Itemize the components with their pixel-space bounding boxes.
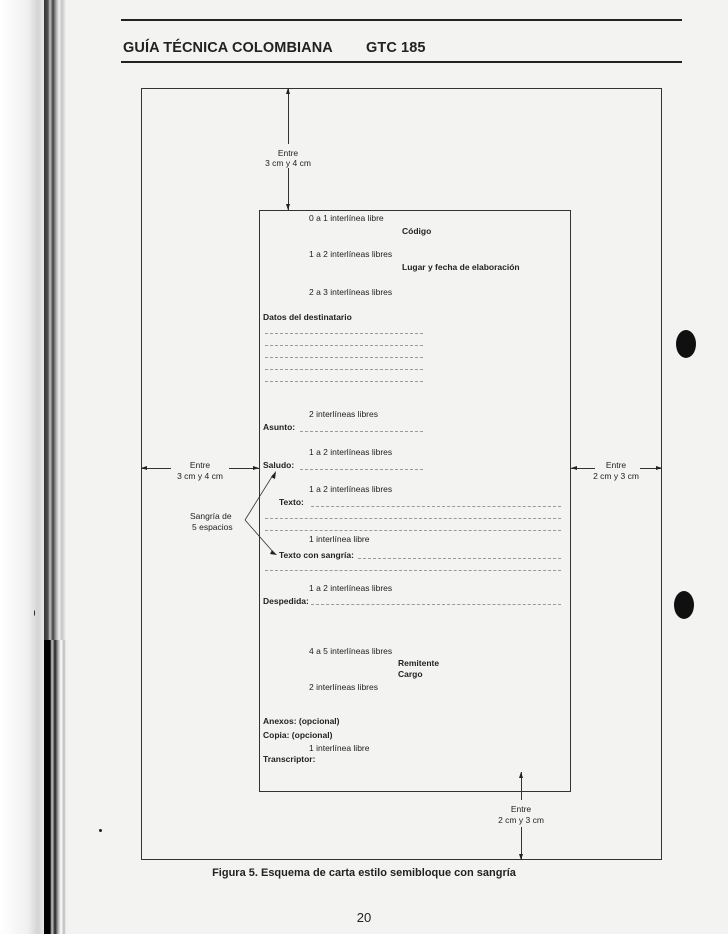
dashed-line <box>311 604 561 605</box>
spacing-note: 2 interlíneas libres <box>309 682 378 692</box>
figure-caption: Figura 5. Esquema de carta estilo semibloque con sangría <box>212 867 516 879</box>
indent-pointer-line <box>245 520 274 553</box>
spacing-note: 2 interlíneas libres <box>309 409 378 419</box>
arrow-left-icon <box>141 466 147 470</box>
left-margin-label-2: 3 cm y 4 cm <box>177 471 223 481</box>
spacing-note: 1 a 2 interlíneas libres <box>309 484 393 494</box>
dashed-line <box>265 570 561 571</box>
dashed-line <box>265 333 423 334</box>
texto-sangria-label: Texto con sangría: <box>279 550 354 560</box>
dashed-line <box>265 345 423 346</box>
asunto-label: Asunto: <box>263 422 296 432</box>
arrow-left-icon <box>571 466 577 470</box>
arrow-right-icon <box>253 466 259 470</box>
right-margin-label-1: Entre <box>605 460 627 470</box>
indent-pointer-line <box>245 475 273 520</box>
bottom-margin-label-1: Entre <box>510 804 532 814</box>
spacing-note: 1 interlínea libre <box>309 534 370 544</box>
dashed-line <box>265 369 423 370</box>
transcriptor-label: Transcriptor: <box>263 754 316 764</box>
header-guide-title: GUÍA TÉCNICA COLOMBIANA <box>123 40 333 56</box>
spacing-note: 2 a 3 interlíneas libres <box>309 287 393 297</box>
despedida-label: Despedida: <box>263 596 309 606</box>
dashed-line <box>265 381 423 382</box>
lugar-fecha-label: Lugar y fecha de elaboración <box>402 262 520 272</box>
arrow-up-icon <box>519 772 523 778</box>
spacing-note: 1 a 2 interlíneas libres <box>309 249 393 259</box>
dashed-line <box>265 357 423 358</box>
dashed-line <box>300 469 423 470</box>
arrow-right-icon <box>656 466 662 470</box>
dashed-line <box>300 431 423 432</box>
spacing-note: 4 a 5 interlíneas libres <box>309 646 393 656</box>
remitente-label: Remitente <box>398 658 440 668</box>
pointer-tip-icon <box>270 550 277 555</box>
cargo-label: Cargo <box>398 669 423 679</box>
header-code: GTC 185 <box>366 40 426 56</box>
dashed-line <box>265 530 561 531</box>
dashed-line <box>311 506 561 507</box>
spacing-note: 1 interlínea libre <box>309 743 370 753</box>
arrow-up-icon <box>286 88 290 94</box>
dashed-line <box>265 518 561 519</box>
bottom-margin-label-2: 2 cm y 3 cm <box>498 815 544 825</box>
right-margin-label-2: 2 cm y 3 cm <box>593 471 639 481</box>
indent-note-2: 5 espacios <box>192 522 233 532</box>
top-margin-label-1: Entre <box>277 148 299 158</box>
arrow-down-icon <box>286 204 290 210</box>
dashed-line <box>358 558 561 559</box>
top-margin-label-2: 3 cm y 4 cm <box>265 158 311 168</box>
indent-note-1: Sangría de <box>190 511 232 521</box>
spacing-note: 1 a 2 interlíneas libres <box>309 447 393 457</box>
pointer-tip-icon <box>271 471 276 479</box>
spacing-note: 1 a 2 interlíneas libres <box>309 583 393 593</box>
codigo-label: Código <box>402 226 432 236</box>
arrow-down-icon <box>519 854 523 860</box>
page-number: 20 <box>356 910 372 925</box>
left-margin-label-1: Entre <box>189 460 211 470</box>
saludo-label: Saludo: <box>263 460 295 470</box>
spacing-note: 0 a 1 interlínea libre <box>309 213 384 223</box>
copia-label: Copia: (opcional) <box>263 730 333 740</box>
anexos-label: Anexos: (opcional) <box>263 716 340 726</box>
texto-label: Texto: <box>279 497 304 507</box>
destinatario-label: Datos del destinatario <box>263 312 352 322</box>
